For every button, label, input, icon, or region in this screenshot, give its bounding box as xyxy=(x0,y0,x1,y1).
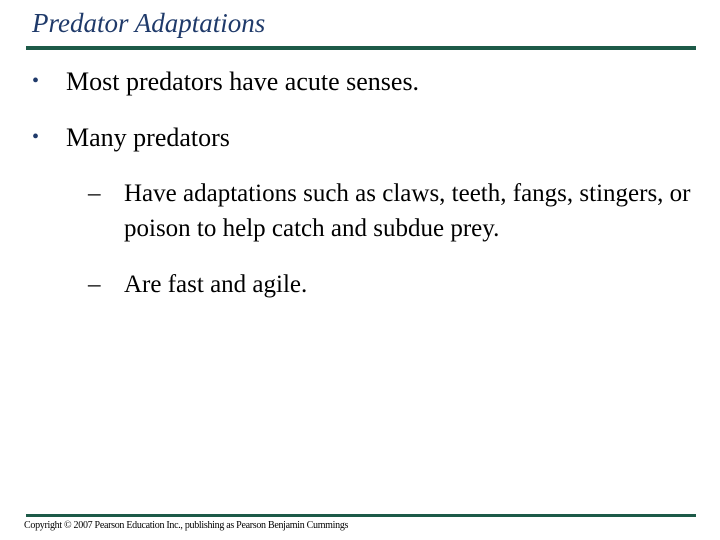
slide-title: Predator Adaptations xyxy=(32,8,266,38)
bullet-text: Most predators have acute senses. xyxy=(66,67,420,96)
sub-bullet-marker: – xyxy=(88,271,101,298)
sub-bullet-text: Have adaptations such as claws, teeth, fangs, stingers, or poison to help catch and subdue prey. xyxy=(124,180,691,242)
bullet-marker: • xyxy=(32,126,40,148)
sub-bullet-marker: – xyxy=(88,180,101,207)
bullet-item xyxy=(32,122,230,153)
bullet-text: Many predators xyxy=(66,123,230,152)
footer-divider xyxy=(26,514,696,517)
sub-bullet-item xyxy=(88,176,698,246)
bullet-item xyxy=(32,66,419,97)
bullet-marker: • xyxy=(32,70,40,92)
sub-bullet-item xyxy=(88,267,698,302)
sub-bullet-text: Are fast and agile. xyxy=(124,271,308,298)
copyright-footer: Copyright © 2007 Pearson Education Inc., publishing as Pearson Benjamin Cummings xyxy=(24,520,349,531)
title-divider xyxy=(26,46,696,50)
